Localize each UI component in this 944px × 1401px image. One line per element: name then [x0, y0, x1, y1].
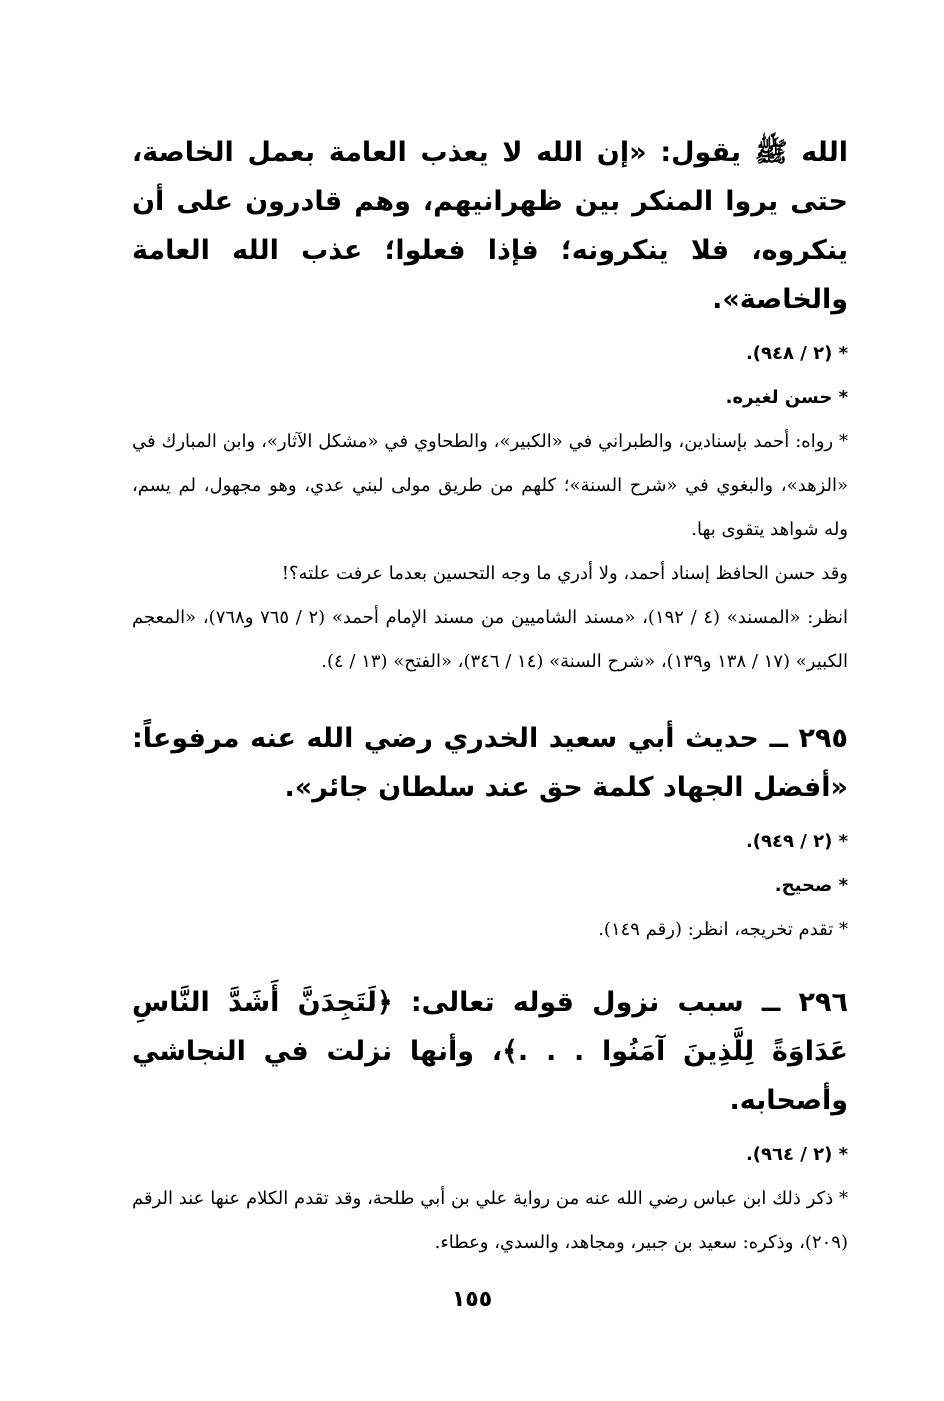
volume-reference: * (٢ / ٩٤٩). — [745, 831, 848, 852]
entry-number: ٢٩٦ — [798, 987, 848, 1018]
commentary-note: وقد حسن الحافظ إسناد أحمد، ولا أدري ما وجه التحسين بعدما عرفت علته؟! — [281, 563, 848, 584]
book-page — [132, 128, 848, 1265]
page-number: ١٥٥ — [451, 1287, 493, 1312]
entry-text: ــ حديث أبي سعيد الخدري رضي الله عنه مرفوعاً: «أفضل الجهاد كلمة حق عند سلطان جائر». — [132, 723, 848, 803]
references-note: انظر: «المسند» (٤ / ١٩٢)، «مسند الشاميين من مسند الإمام أحمد» (٢ / ٧٦٥ و٧٦٨)، «المعجم الكبير» (١٧ / ١٣٨ و١٣٩)، «شرح السنة» (١٤ / ٣٤٦)، «الفتح» (١٣ / ٤). — [132, 607, 849, 672]
source-note: * ذكر ذلك ابن عباس رضي الله عنه من رواية علي بن أبي طلحة، وقد تقدم الكلام عنها عند الرقم (٢٠٩)، وذكره: سعيد بن جبير، ومجاهد، والسدي، وعطاء. — [132, 1188, 848, 1253]
entry-number: ٢٩٥ — [798, 723, 848, 754]
narration-note: * رواه: أحمد بإسنادين، والطبراني في «الكبير»، والطحاوي في «مشكل الآثار»، وابن المبارك في «الزهد»، والبغوي في «شرح السنة»؛ كلهم من طريق مولى لبني عدي، وهو مجهول، لم يسم، وله شواهد يتقوى بها. — [132, 431, 848, 540]
lead-paragraph: الله ﷺ يقول: «إن الله لا يعذب العامة بعمل الخاصة، حتى يروا المنكر بين ظهرانيهم، وهم قادرون على أن ينكروه، فلا ينكرونه؛ فإذا فعلوا؛ عذب الله العامة والخاصة». — [132, 137, 848, 315]
entry-296 — [132, 978, 848, 1125]
entry-text: ــ سبب نزول قوله تعالى: ﴿لَتَجِدَنَّ أَشَدَّ النَّاسِ عَدَاوَةً لِلَّذِينَ آمَنُوا . . .﴾، وأنها نزلت في النجاشي وأصحابه. — [132, 987, 848, 1116]
cross-reference-note: * تقدم تخريجه، انظر: (رقم ١٤٩). — [598, 919, 848, 940]
volume-reference: * (٢ / ٩٦٤). — [745, 1144, 848, 1165]
volume-reference: * (٢ / ٩٤٨). — [745, 343, 848, 364]
grading-note: * حسن لغيره. — [725, 387, 848, 408]
grading-note: * صحيح. — [774, 875, 848, 896]
entry-295 — [132, 714, 848, 812]
